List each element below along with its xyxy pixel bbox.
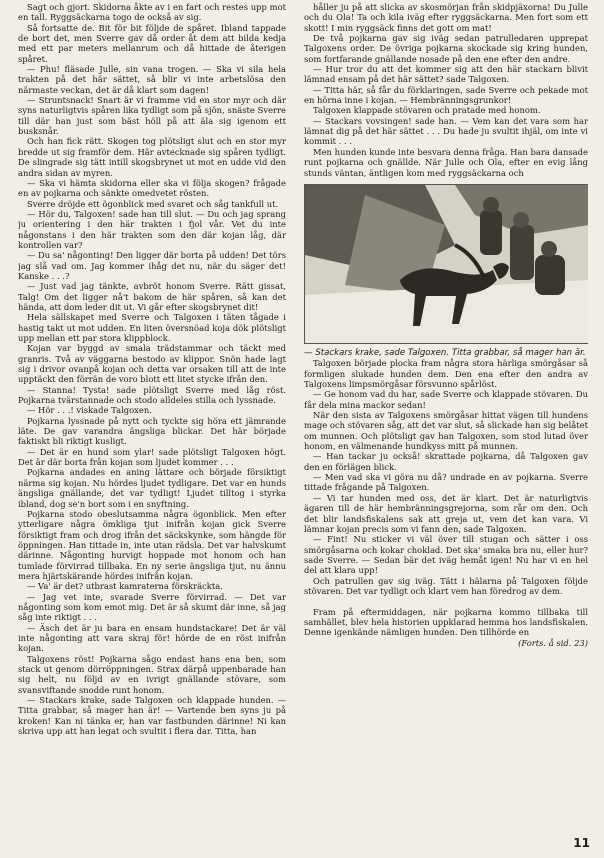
paragraph: — Struntsnack! Snart är vi framme vid en stor myr och där syns naturligtvis spåren lika tydligt som på sjön, snäste Sverre till där han just som bäst höll på att äla sig igenom ett busksnår. — [18, 95, 286, 137]
right-text-column — [304, 2, 588, 844]
story-illustration — [304, 184, 588, 344]
paragraph: — Phu! fläsade Julle, sin vana trogen. — Ska vi sila hela trakten på det här sättet, så blir vi inte arbetslösa den närmaste veckan, det är då klart som dagen! — [18, 64, 286, 95]
paragraph: — Stanna! Tysta! sade plötsligt Sverre med låg röst. Pojkarna tvärstannade och stodo alldeles stilla och lyssnade. — [18, 384, 286, 406]
paragraph: Sagt och gjort. Skidorna åkte av i en fart och restes upp mot en tall. Ryggsäckarna togo de också av sig. — [18, 2, 286, 23]
paragraph: — Han tackar ju också! skrattade pojkarna, då Talgoxen gav den en förlägen blick. — [304, 451, 588, 472]
paragraph: Så fortsatte de. Bit för bit följde de spåret. Ibland tappade de bort det, men Sverre gav då order åt dem att bilda kedja med ett par meters mellanrum och då hittade de återigen spåret. — [18, 22, 286, 64]
paragraph: — Det är en hund som ylar! sade plötsligt Talgoxen högt. Det är där borta från kojan som ljudet kommer . . . — [18, 446, 286, 468]
paragraph: Pojkarna andades en aning lättare och började försiktigt närma sig kojan. Nu hördes ljudet tydligare. Det var en hunds ängsliga gnällande, det var tydligt! Ljudet tilltog i styrka ibland, dog se'n bort som i en snyftning. — [18, 467, 286, 509]
page-number: 11 — [573, 836, 590, 850]
left-text-column — [18, 2, 286, 844]
paragraph: De två pojkarna gav sig iväg sedan patrulledaren upprepat Talgoxens order. De övriga pojkarna skockade sig kring hunden, som fortfarande gnällande nosade på den ene efter den andre. — [304, 33, 588, 64]
paragraph: Och patrullen gav sig iväg. Tätt i hälarna på Talgoxen följde stövaren. Det var tydligt och klart vem han föredrog av dem. — [304, 575, 588, 596]
paragraph: håller ju på att slicka av skosmörjan från skidpjäxorna! Du Julle och du Ola! Ta och kila iväg efter ryggsäckarna. Men fort som ett skott! I min ryggsäck finns det gott om mat! — [304, 2, 588, 33]
paragraph: — Titta här, så får du förklaringen, sade Sverre och pekade mot en hörna inne i kojan. — Hembränningsgrunkor! — [304, 84, 588, 106]
paragraph: — Ska vi hämta skidorna eller ska vi följa skogen? frågade en av pojkarna och sänkte omedvetet rösten. — [18, 177, 286, 199]
paragraph: — Jag vet inte, svarade Sverre förvirrad. — Det var någonting som kom emot mig. Det är så skumt där inne, så jag såg inte riktigt . . . — [18, 591, 286, 623]
paragraph: Hela sällskapet med Sverre och Talgoxen i täten tågade i hastig takt ut mot udden. En liten översnöad koja dök plötsligt upp mellan ett par stora klippblock. — [18, 312, 286, 343]
paragraph: — Vi tar hunden med oss, det är klart. Det är naturligtvis ägaren till de här hembränningsgrejorna, som rår om den. Och det blir landsfiskalens sak att greja ut, vem det kan vara. Vi lämnar kojan precis som vi fann den, sade Talgoxen. — [304, 492, 588, 534]
paragraph: — Stackars krake, sade Talgoxen och klappade hunden. — Titta grabbar, så mager han är! — Vartende ben syns ju på kroken! Kan ni tänka er, han var fastbunden därinne! Ni kan skriva upp att han legat och svultit i flera dar. Titta, han — [18, 695, 286, 737]
paragraph — [304, 596, 588, 606]
paragraph: — Hör . . .! viskade Talgoxen. — [27, 405, 152, 416]
paragraph: Sverre dröjde ett ögonblick med svaret och såg tankfull ut. — [27, 198, 279, 209]
paragraph: Men hunden kunde inte besvara denna fråga. Han bara dansade runt pojkarna och gnällde. När Julle och Ola, efter en evig lång stunds väntan, äntligen kom med ryggsäckarna och — [304, 146, 588, 178]
paragraph: — Men vad ska vi göra nu då? undrade en av pojkarna. Sverre tittade frågande på Talgoxen. — [304, 472, 588, 493]
paragraph: — Stackars vovsingen! sade han. — Vem kan det vara som har lämnat dig på det här sättet . . . Du hade ju svultit ihjäl, om inte vi kommit . . . — [304, 115, 588, 147]
paragraph: Och han fick rätt. Skogen tog plötsligt slut och en stor myr bredde ut sig framför dem. Här avtecknade sig spåren tydligt. De slingrade sig tätt intill skogsbrynet ut mot en udde vid den andra sidan av myren. — [18, 136, 286, 178]
paragraph: Talgoxen klappade stövaren och pratade med honom. — [313, 105, 541, 116]
paragraph: — Hur tror du att det kommer sig att den här stackarn blivit lämnad ensam på det här sättet? sade Talgoxen. — [304, 64, 588, 85]
paragraph: Fram på eftermiddagen, när pojkarna kommo tillbaka till samhället, blev hela historien uppklarad hemma hos landsfiskalen. Denne igenkände nämligen hunden. Den tillhörde en — [304, 606, 588, 638]
paragraph: — Du sa' någonting! Den ligger där borta på udden! Det törs jag slå vad om. Jag kommer ihåg det nu, när du säger det! Kanske . . .? — [18, 250, 286, 281]
paragraph: När den sista av Talgoxens smörgåsar hittat vägen till hundens mage och stövaren såg, att det var slut, så slickade han sig belåtet om munnen. Och plötsligt gav han Talgoxen, som stod lutad över honom, en välmenande hundkyss mitt på munnen. — [304, 410, 588, 452]
boys-with-dog-drawing — [305, 185, 588, 343]
illustration-caption: — Stackars krake, sade Talgoxen. Titta grabbar, så mager han är. — [304, 347, 586, 358]
continued-note: (Forts. å sid. 23) — [518, 637, 588, 648]
paragraph: Talgoxen började plocka fram några stora härliga smörgåsar så formligen slukade hunden dem. Den ena efter den andra av Talgoxens limpsmörgåsar försvunno spårlöst. — [304, 358, 588, 390]
paragraph: Pojkarna stodo obeslutsamma några ögonblick. Men efter ytterligare några ömkliga tjut inifrån kojan gick Sverre försiktigt fram och drog ifrån det säckskynke, som hängde för öppningen. Han tittade in, inte utan rädsla. Det var halvskumt därinne. Någonting hurvigt hoppade mot honom och han tumlade förvirrad tillbaka. En ny serie ängsliga tjut, nu ännu mera hjärtskärande hördes inifrån kojan. — [18, 508, 286, 581]
paragraph: — Fint! Nu sticker vi väl över till stugan och sätter i oss smörgåsarna och kokar choklad. Det ska' smaka bra nu, eller hur? sade Sverre. — Sedan bär det iväg hemåt igen! Nu har vi en hel del att klara upp! — [304, 534, 588, 576]
paragraph: — Just vad jag tänkte, avbröt honom Sverre. Rätt gissat, Talg! Om det ligger nå't bakom de här spåren, så kan det hända, att dom leder dit ut. Vi går efter skogsbrynet dit! — [18, 281, 286, 312]
paragraph: Pojkarna lyssnade på nytt och tyckte sig höra ett jämrande läte. De gav varandra ängsliga blickar. Det här började faktiskt bli riktigt kusligt. — [18, 415, 286, 447]
paragraph: — Ge honom vad du har, sade Sverre och klappade stövaren. Du får dela mina mackor sedan! — [304, 389, 588, 410]
paragraph: — Äsch det är ju bara en ensam hundstackare! Det är väl inte någonting att vara skraj för! hörde de en röst inifrån kojan. — [18, 622, 286, 654]
paragraph: Talgoxens röst! Pojkarna sågo endast hans ena ben, som stack ut genom dörröppningen. Strax därpå uppenbarade han sig helt, nu följd av en ivrigt gnällande stövare, som svansviftande snodde runt honom. — [18, 653, 286, 695]
paragraph: Kojan var byggd av smala trädstammar och täckt med granris. Två av väggarna bestodo av klippor. Snön hade lagt sig i drivor ovanpå kojan och detta var orsaken till att de inte upptäckt den förrän de voro blott ett litet stycke ifrån den. — [18, 343, 286, 385]
paragraph: — Va' är det? utbrast kamraterna förskräckta. — [27, 581, 223, 592]
paragraph: — Hör du, Talgoxen! sade han till slut. — Du och jag sprang ju orientering i den här trakten i fjol vår. Vet du inte någonstans i den här trakten som den där kojan låg, där kontrollen var? — [18, 208, 286, 250]
